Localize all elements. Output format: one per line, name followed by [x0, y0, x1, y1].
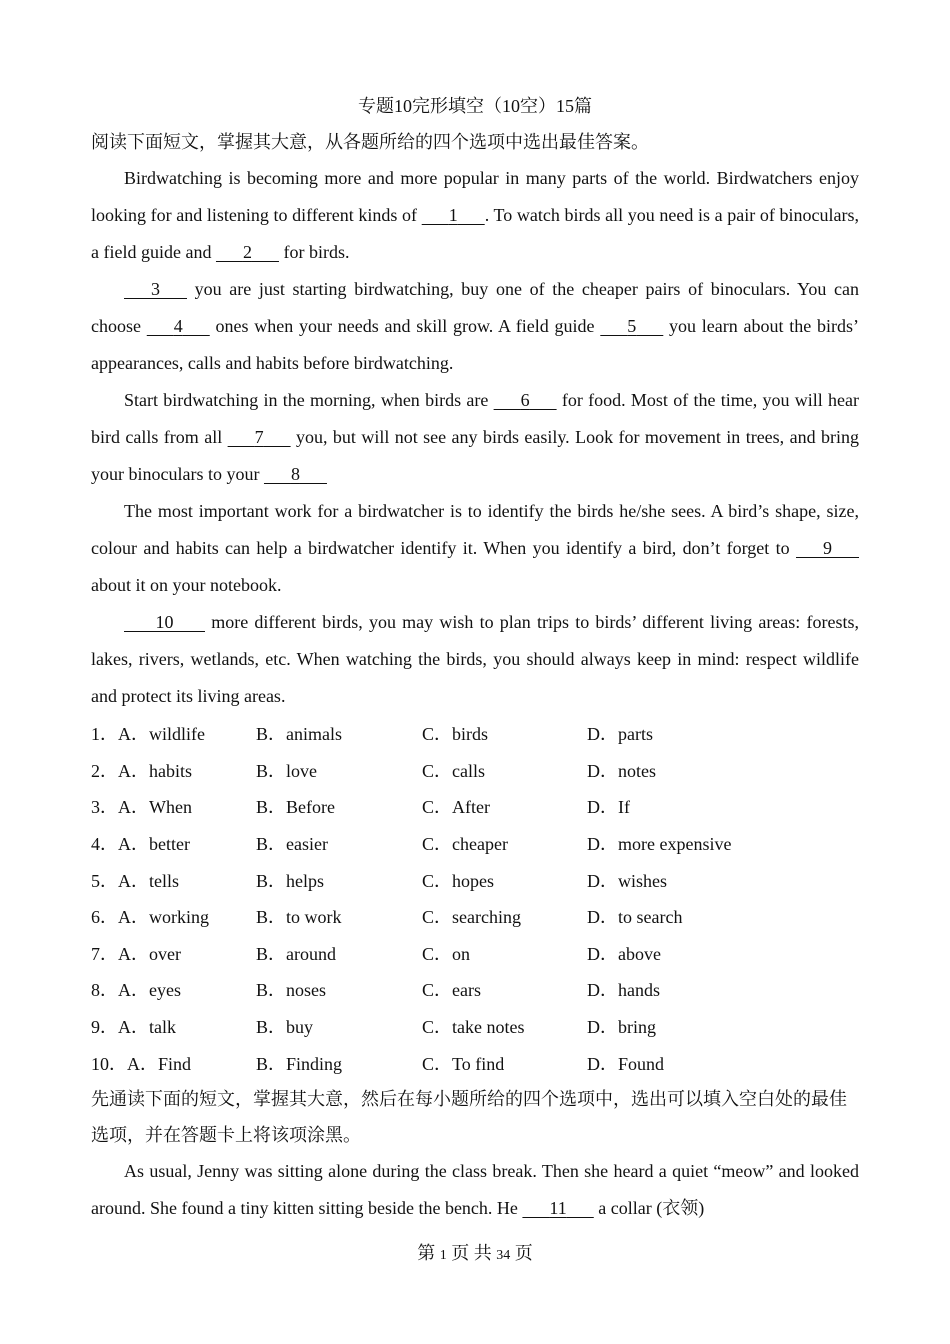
option-c[interactable]: C．To find	[422, 1053, 505, 1074]
option-d[interactable]: D．more expensive	[587, 834, 732, 855]
footer-text: 第	[417, 1243, 436, 1263]
text: The most important work for a birdwatcher is to identify the birds he/she sees. A bird’s shape, size, colour and habits can help a birdwatcher identify it. When you identify a bird, don’t forget to	[91, 501, 859, 558]
option-c[interactable]: C．calls	[422, 760, 485, 781]
question-row	[91, 935, 859, 972]
question-number-and-option-a[interactable]	[91, 757, 256, 783]
passage1-paragraph-2	[91, 271, 859, 382]
text: for birds.	[278, 242, 350, 262]
option-b[interactable]: B．to work	[256, 907, 342, 928]
question-number: 4．	[91, 834, 118, 855]
question-number-and-option-a[interactable]	[91, 793, 256, 819]
question-row	[91, 788, 859, 825]
option-c[interactable]: C．ears	[422, 980, 481, 1001]
option-c[interactable]: C．hopes	[422, 870, 494, 891]
passage1-paragraph-4	[91, 493, 859, 604]
question-number-and-option-a[interactable]	[91, 830, 256, 856]
option-d[interactable]: D．to search	[587, 907, 683, 928]
passage1-paragraph-3	[91, 382, 859, 493]
blank-11: 11	[549, 1197, 567, 1218]
question-number: 6．	[91, 907, 118, 928]
option-d[interactable]: D．If	[587, 797, 630, 818]
option-a[interactable]: A．Find	[127, 1053, 192, 1074]
question-number-and-option-a[interactable]	[91, 867, 256, 893]
option-c[interactable]: C．on	[422, 943, 471, 964]
document-page	[91, 88, 859, 1227]
blank-1: 1	[448, 205, 458, 225]
question-row	[91, 1008, 859, 1045]
text: a collar (衣领)	[593, 1197, 705, 1218]
question-options	[91, 715, 859, 1081]
question-number: 8．	[91, 980, 118, 1001]
footer-text: 页 共	[451, 1243, 492, 1263]
text: you are just starting birdwatching, buy one of the cheaper pairs of binoculars. You can choose	[91, 279, 859, 336]
option-a[interactable]: A．eyes	[118, 980, 181, 1001]
blank-6: 6	[520, 390, 530, 410]
option-d[interactable]: D．Found	[587, 1053, 665, 1074]
option-a[interactable]: A．tells	[118, 870, 179, 891]
question-number-and-option-a[interactable]	[91, 976, 256, 1002]
total-pages: 34	[496, 1248, 511, 1263]
question-number-and-option-a[interactable]	[91, 940, 256, 966]
option-b[interactable]: B．love	[256, 760, 317, 781]
option-b[interactable]: B．Before	[256, 797, 335, 818]
question-row	[91, 898, 859, 935]
question-number: 10．	[91, 1053, 127, 1074]
document-title: 专题10完形填空（10空）15篇	[358, 96, 592, 116]
option-b[interactable]: B．easier	[256, 834, 328, 855]
blank-2: 2	[242, 242, 252, 262]
blank-4: 4	[173, 316, 183, 336]
option-a[interactable]: A．better	[118, 834, 190, 855]
passage2-paragraph-1	[91, 1153, 859, 1227]
option-b[interactable]: B．helps	[256, 870, 325, 891]
text: Start birdwatching in the morning, when birds are	[124, 390, 494, 410]
question-number-and-option-a[interactable]	[91, 720, 256, 746]
question-row	[91, 971, 859, 1008]
option-b[interactable]: B．Finding	[256, 1053, 343, 1074]
text: you learn about the birds’ appearances, calls and habits before birdwatching.	[91, 316, 860, 373]
option-d[interactable]: D．notes	[587, 760, 656, 781]
question-number-and-option-a[interactable]	[91, 1050, 256, 1076]
question-number: 5．	[91, 870, 118, 891]
option-d[interactable]: D．bring	[587, 1017, 656, 1038]
instruction-2: 先通读下面的短文，掌握其大意，然后在每小题所给的四个选项中，选出可以填入空白处的最佳选项，并在答题卡上将该项涂黑。	[91, 1088, 847, 1145]
option-c[interactable]: C．take notes	[422, 1017, 525, 1038]
question-row	[91, 861, 859, 898]
footer-text: 页	[514, 1243, 533, 1263]
text: about it on your notebook.	[91, 575, 282, 595]
question-number: 7．	[91, 943, 118, 964]
blank-5: 5	[627, 316, 637, 336]
option-b[interactable]: B．animals	[256, 724, 342, 745]
page-number: 1	[439, 1248, 447, 1263]
page-footer	[0, 1238, 950, 1271]
option-c[interactable]: C．searching	[422, 907, 521, 928]
question-number: 9．	[91, 1017, 118, 1038]
text: for food. Most of the time, you will hear bird calls from all	[91, 390, 860, 447]
passage1-paragraph-5	[91, 604, 859, 715]
option-d[interactable]: D．wishes	[587, 870, 667, 891]
option-a[interactable]: A．When	[118, 797, 192, 818]
blank-7: 7	[254, 427, 264, 447]
question-row	[91, 825, 859, 862]
question-row	[91, 715, 859, 752]
option-b[interactable]: B．buy	[256, 1017, 314, 1038]
option-a[interactable]: A．working	[118, 907, 209, 928]
question-number: 2．	[91, 760, 118, 781]
option-a[interactable]: A．talk	[118, 1017, 176, 1038]
option-d[interactable]: D．hands	[587, 980, 660, 1001]
text: Birdwatching is becoming more and more popular in many parts of the world. Birdwatchers enjoy looking for and listening to different kinds of	[91, 168, 859, 225]
question-number-and-option-a[interactable]	[91, 903, 256, 929]
blank-8: 8	[290, 464, 300, 484]
blank-10: 10	[155, 612, 174, 632]
question-row	[91, 1044, 859, 1081]
question-number: 3．	[91, 797, 118, 818]
option-a[interactable]: A．over	[118, 943, 181, 964]
question-row	[91, 752, 859, 789]
option-d[interactable]: D．above	[587, 943, 661, 964]
instruction-1: 阅读下面短文，掌握其大意，从各题所给的四个选项中选出最佳答案。	[91, 132, 649, 152]
passage1-paragraph-1	[91, 160, 859, 271]
option-c[interactable]: C．cheaper	[422, 834, 508, 855]
blank-3: 3	[151, 279, 160, 299]
question-number: 1．	[91, 724, 118, 745]
option-c[interactable]: C．birds	[422, 724, 489, 745]
option-b[interactable]: B．noses	[256, 980, 327, 1001]
text: As usual, Jenny was sitting alone during the class break. Then she heard a quiet “meow” and looked around. She found a tiny kitten sitting beside the bench. He	[91, 1160, 859, 1218]
blank-9: 9	[823, 538, 832, 558]
text: . To watch birds all you need is a pair of binoculars, a field guide and	[91, 205, 859, 262]
text: ones when your needs and skill grow. A field guide	[209, 316, 601, 336]
question-number-and-option-a[interactable]	[91, 1013, 256, 1039]
option-a[interactable]: A．habits	[118, 760, 192, 781]
text: more different birds, you may wish to plan trips to birds’ different living areas: forests, lakes, rivers, wetlands, etc. When watching the birds, you should always keep in mind: respect wildlife and protect its living areas.	[91, 612, 859, 706]
option-d[interactable]: D．parts	[587, 724, 653, 745]
option-a[interactable]: A．wildlife	[118, 724, 205, 745]
option-b[interactable]: B．around	[256, 943, 336, 964]
text: you, but will not see any birds easily. Look for movement in trees, and bring your binoculars to your	[91, 427, 859, 484]
option-c[interactable]: C．After	[422, 797, 490, 818]
